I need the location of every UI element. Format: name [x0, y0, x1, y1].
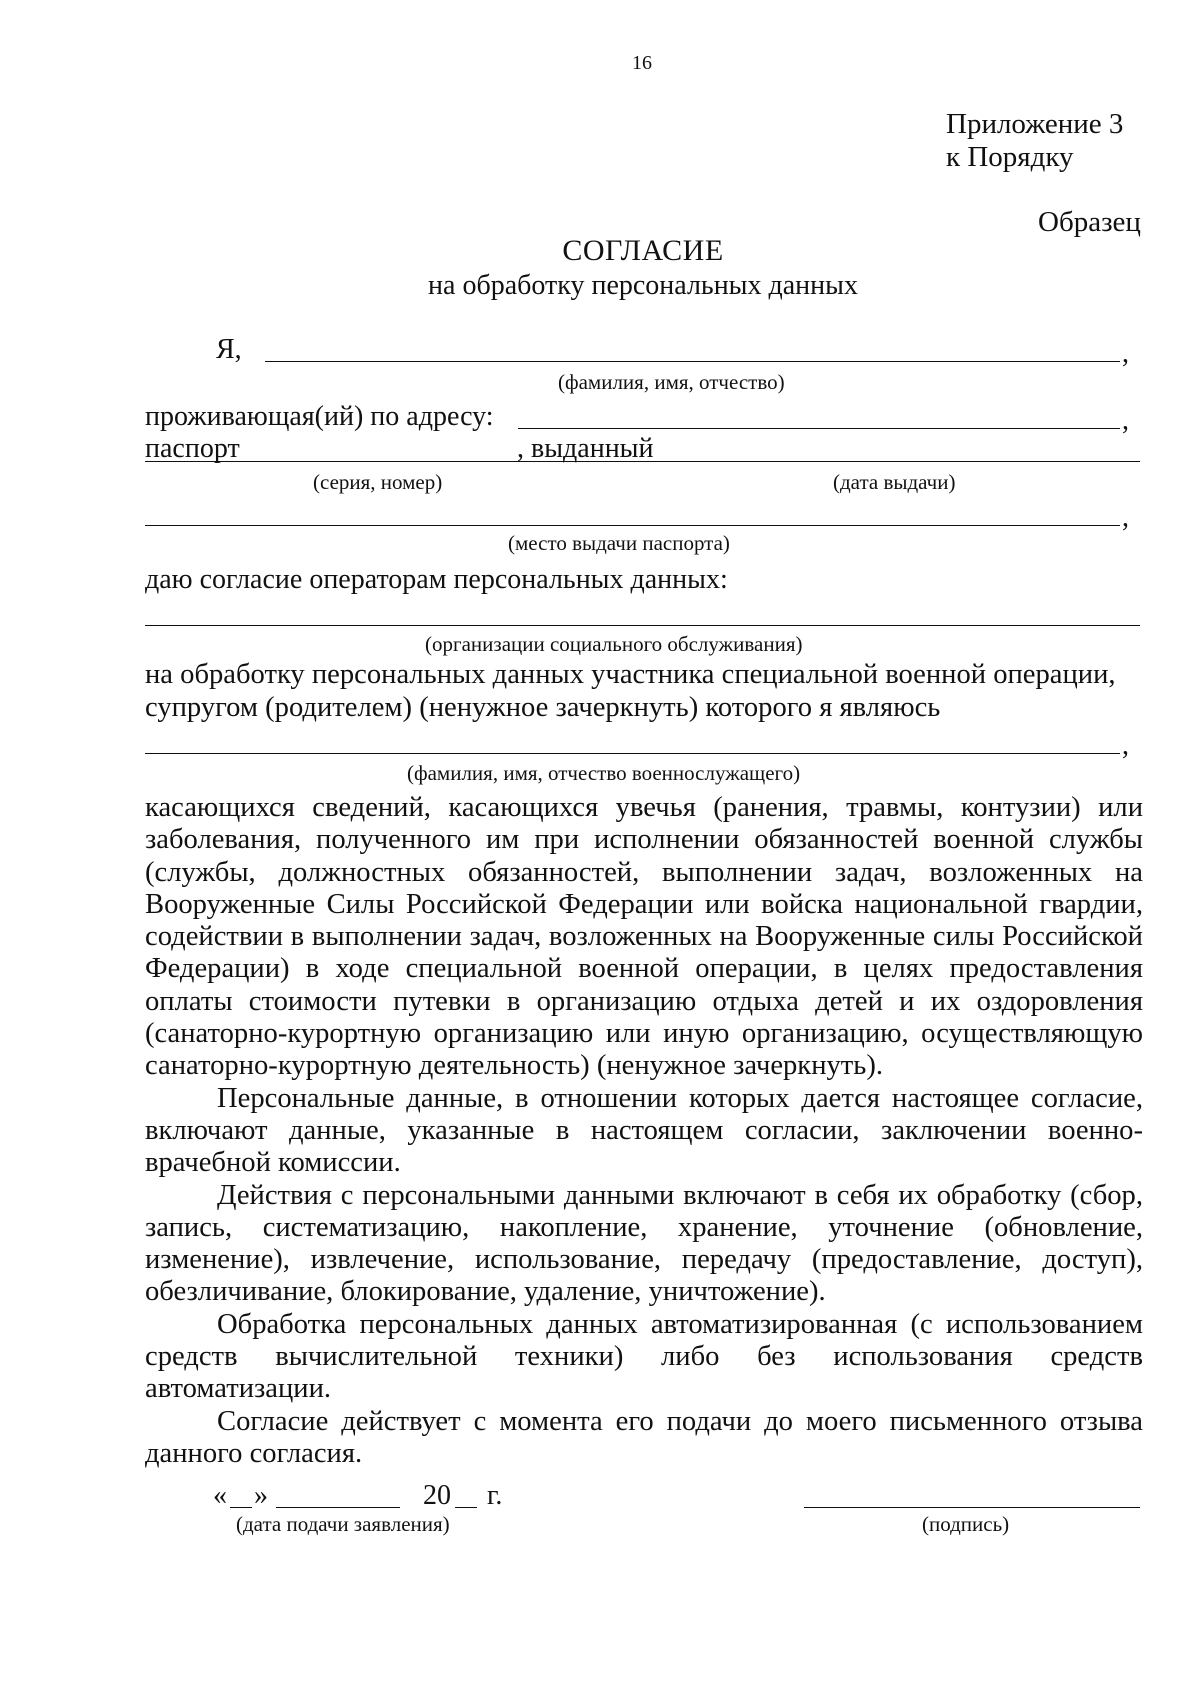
signature-line[interactable] [804, 1507, 1140, 1508]
date-quote-open: « [213, 1480, 227, 1511]
org-caption: (организации социального обслуживания) [425, 632, 803, 656]
org-field-line[interactable] [145, 625, 1140, 626]
issue-date-caption: (дата выдачи) [833, 470, 956, 494]
address-field-line[interactable] [518, 428, 1120, 429]
issue-place-field-line[interactable] [145, 525, 1120, 526]
date-month-line[interactable] [276, 1507, 400, 1508]
appendix-line-2: к Порядку [946, 141, 1074, 173]
date-year-suffix: г. [487, 1480, 503, 1511]
issue-place-caption: (место выдачи паспорта) [508, 531, 730, 555]
fio-field-line[interactable] [265, 361, 1120, 362]
appendix-line-1: Приложение 3 [946, 108, 1124, 140]
body-text [145, 792, 1143, 1470]
date-day-line[interactable] [230, 1507, 252, 1508]
paragraph-data-actions: Действия с персональными данными включают в себя их обработку (сбор, запись, систематизацию, накопление, хранение, уточнение (обновление, изменение), извлечение, использование, передачу (предоставление, доступ), обезличивание, блокирование, удаление, уничтожение). [145, 1179, 1143, 1308]
address-label: проживающая(ий) по адресу: [145, 401, 494, 432]
serviceman-comma: , [1122, 730, 1129, 761]
serviceman-field-line[interactable] [145, 753, 1120, 754]
paragraph-personal-data-scope: Персональные данные, в отношении которых дается настоящее согласие, включают данные, указанные в настоящем согласии, заключении военно-врачебной комиссии. [145, 1082, 1143, 1179]
fio-caption: (фамилия, имя, отчество) [558, 370, 785, 394]
series-caption: (серия, номер) [313, 470, 443, 494]
paragraph-processing-method: Обработка персональных данных автоматизированная (с использованием средств вычислительной техники) либо без использования средств автоматизации. [145, 1308, 1143, 1405]
consent-to-label: даю согласие операторам персональных данных: [145, 564, 728, 595]
document-title: СОГЛАСИЕ [562, 234, 724, 267]
issued-label: , выданный [517, 433, 654, 464]
passport-field-line[interactable] [145, 461, 1140, 462]
serviceman-caption: (фамилия, имя, отчество военнослужащего) [407, 761, 801, 785]
processing-line-2: супругом (родителем) (ненужное зачеркнуть) которого я являюсь [145, 692, 941, 723]
processing-line-1: на обработку персональных данных участника специальной военной операции, [145, 659, 1116, 690]
signature-caption: (подпись) [922, 1512, 1010, 1536]
date-caption: (дата подачи заявления) [236, 1512, 450, 1536]
date-year-prefix: 20 [423, 1480, 451, 1511]
document-subtitle: на обработку персональных данных [428, 270, 858, 301]
date-quote-close: » [254, 1480, 268, 1511]
paragraph-validity: Согласие действует с момента его подачи до моего письменного отзыва данного согласия. [145, 1405, 1143, 1469]
paragraph-injury-info: касающихся сведений, касающихся увечья (ранения, травмы, контузии) или заболевания, полученного им при исполнении обязанностей военной службы (службы, должностных обязанностей, выполнении задач, возложенных на Вооруженные Силы Российской Федерации или войска национальной гвардии, содействии в выполнении задач, возложенных на Вооруженные силы Российской Федерации) в ходе специальной военной операции, в целях предоставления оплаты стоимости путевки в организацию отдыха детей и их оздоровления (санаторно-курортную организацию или иную организацию, осуществляющую санаторно-курортную деятельность) (ненужное зачеркнуть). [145, 792, 1143, 1082]
sample-label: Образец [1038, 206, 1141, 238]
address-comma: , [1122, 405, 1129, 436]
fio-comma: , [1122, 338, 1129, 369]
page-number: 16 [632, 52, 652, 74]
date-year-line[interactable] [455, 1507, 477, 1508]
issue-place-comma: , [1122, 502, 1129, 533]
passport-label: паспорт [145, 433, 240, 464]
i-label: Я, [216, 334, 242, 365]
